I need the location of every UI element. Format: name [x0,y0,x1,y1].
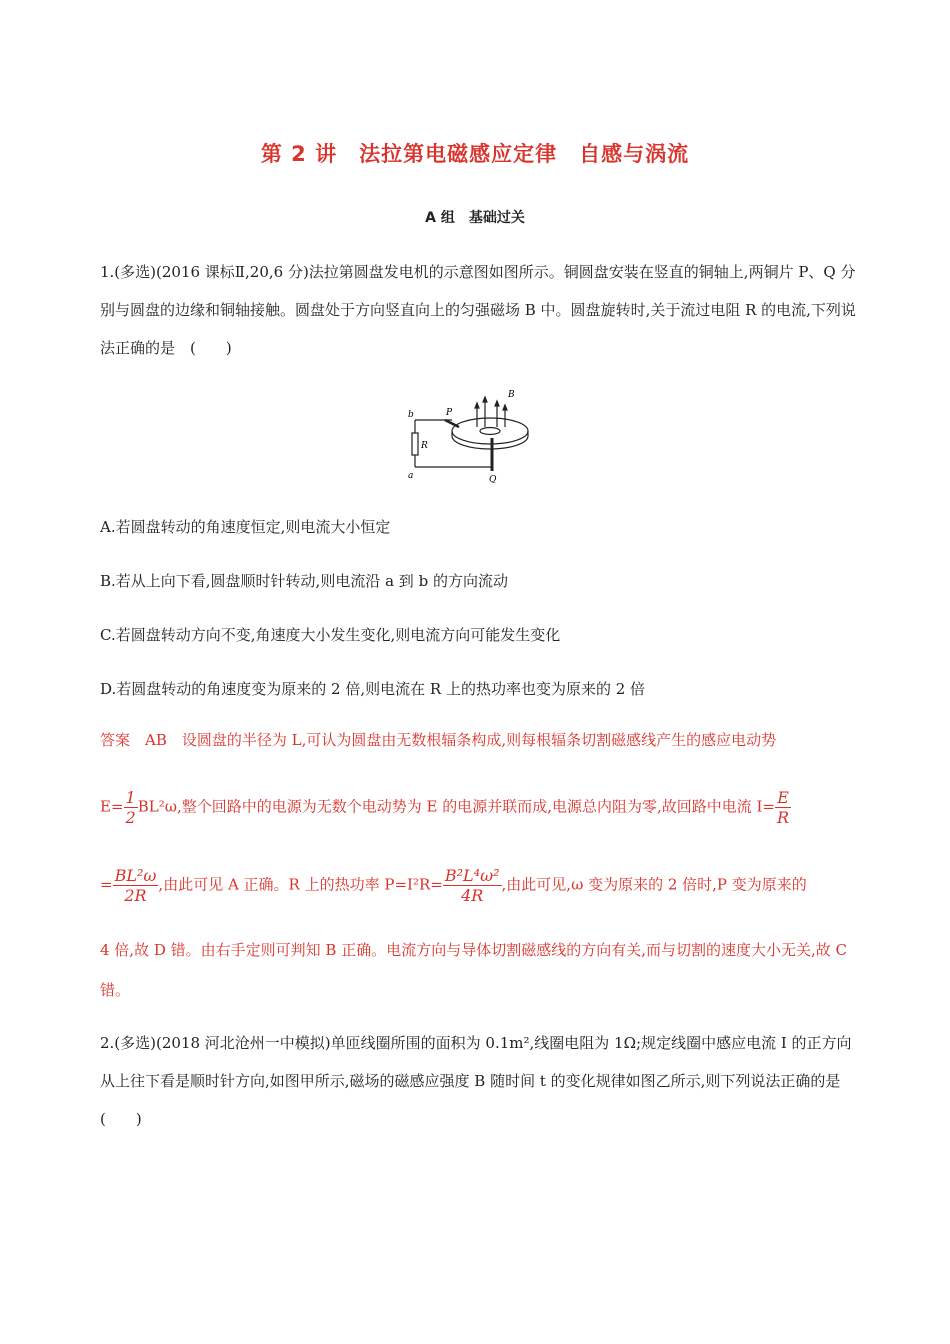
option-c: C.若圆盘转动方向不变,角速度大小发生变化,则电流方向可能发生变化 [100,626,561,644]
answer-line-2: E= $\frac{1}{2}$ BL²ω,整个回路中的电源为无数个电动势为 E 的电源并联而成,电源总内阻为零,故回路中电流 I= $\frac{E}{R}$ [100,788,790,827]
option-d: D.若圆盘转动的角速度变为原来的 2 倍,则电流在 R 上的热功率也变为原来的 2 倍 [100,680,646,698]
label-r: R [421,441,428,451]
question-1-text: 1.(多选)(2016 课标Ⅱ,20,6 分)法拉第圆盘发电机的示意图如图所示。铜圆盘安装在竖直的铜轴上,两铜片 P、Q 分别与圆盘的边缘和铜轴接触。圆盘处于方向竖直向上的匀强磁场 B 中。圆盘旋转时,关于流过电阻 R 的电流,下列说法正确的是 ( ) [100,263,856,357]
option-b: B.若从上向下看,圆盘顺时针转动,则电流沿 a 到 b 的方向流动 [100,572,508,590]
section-heading: A 组 基础过关 [425,210,525,226]
label-p: P [446,408,453,418]
answer-line-4: 4 倍,故 D 错。由右手定则可判知 B 正确。电流方向与导体切割磁感线的方向有关,而与切割的速度大小无关,故 C 错。 [100,941,847,999]
label-field-b: B [508,390,515,400]
answer-line-3: = $\frac{\text{BL²ω}}{2R}$ ,由此可见 A 正确。R 上的热功率 P=I²R= $\frac{\text{B²L⁴ω²}}{4R}$ ,由此可见,ω 变为原来的 2 倍时,P 变为原来的 [100,866,807,905]
label-q: Q [489,475,497,483]
label-a: a [408,471,414,481]
page-title: 第 2 讲 法拉第电磁感应定律 自感与涡流 [260,142,690,166]
option-a: A.若圆盘转动的角速度恒定,则电流大小恒定 [100,518,391,536]
label-b: b [408,410,414,420]
disc-generator-figure [405,383,545,483]
answer-line-1: 答案 AB 设圆盘的半径为 L,可认为圆盘由无数根辐条构成,则每根辐条切割磁感线产生的感应电动势 [100,731,777,749]
question-2-text: 2.(多选)(2018 河北沧州一中模拟)单匝线圈所围的面积为 0.1m²,线圈电阻为 1Ω;规定线圈中感应电流 I 的正方向从上往下看是顺时针方向,如图甲所示,磁场的磁感应强度 B 随时间 t 的变化规律如图乙所示,则下列说法正确的是( ) [100,1034,852,1128]
